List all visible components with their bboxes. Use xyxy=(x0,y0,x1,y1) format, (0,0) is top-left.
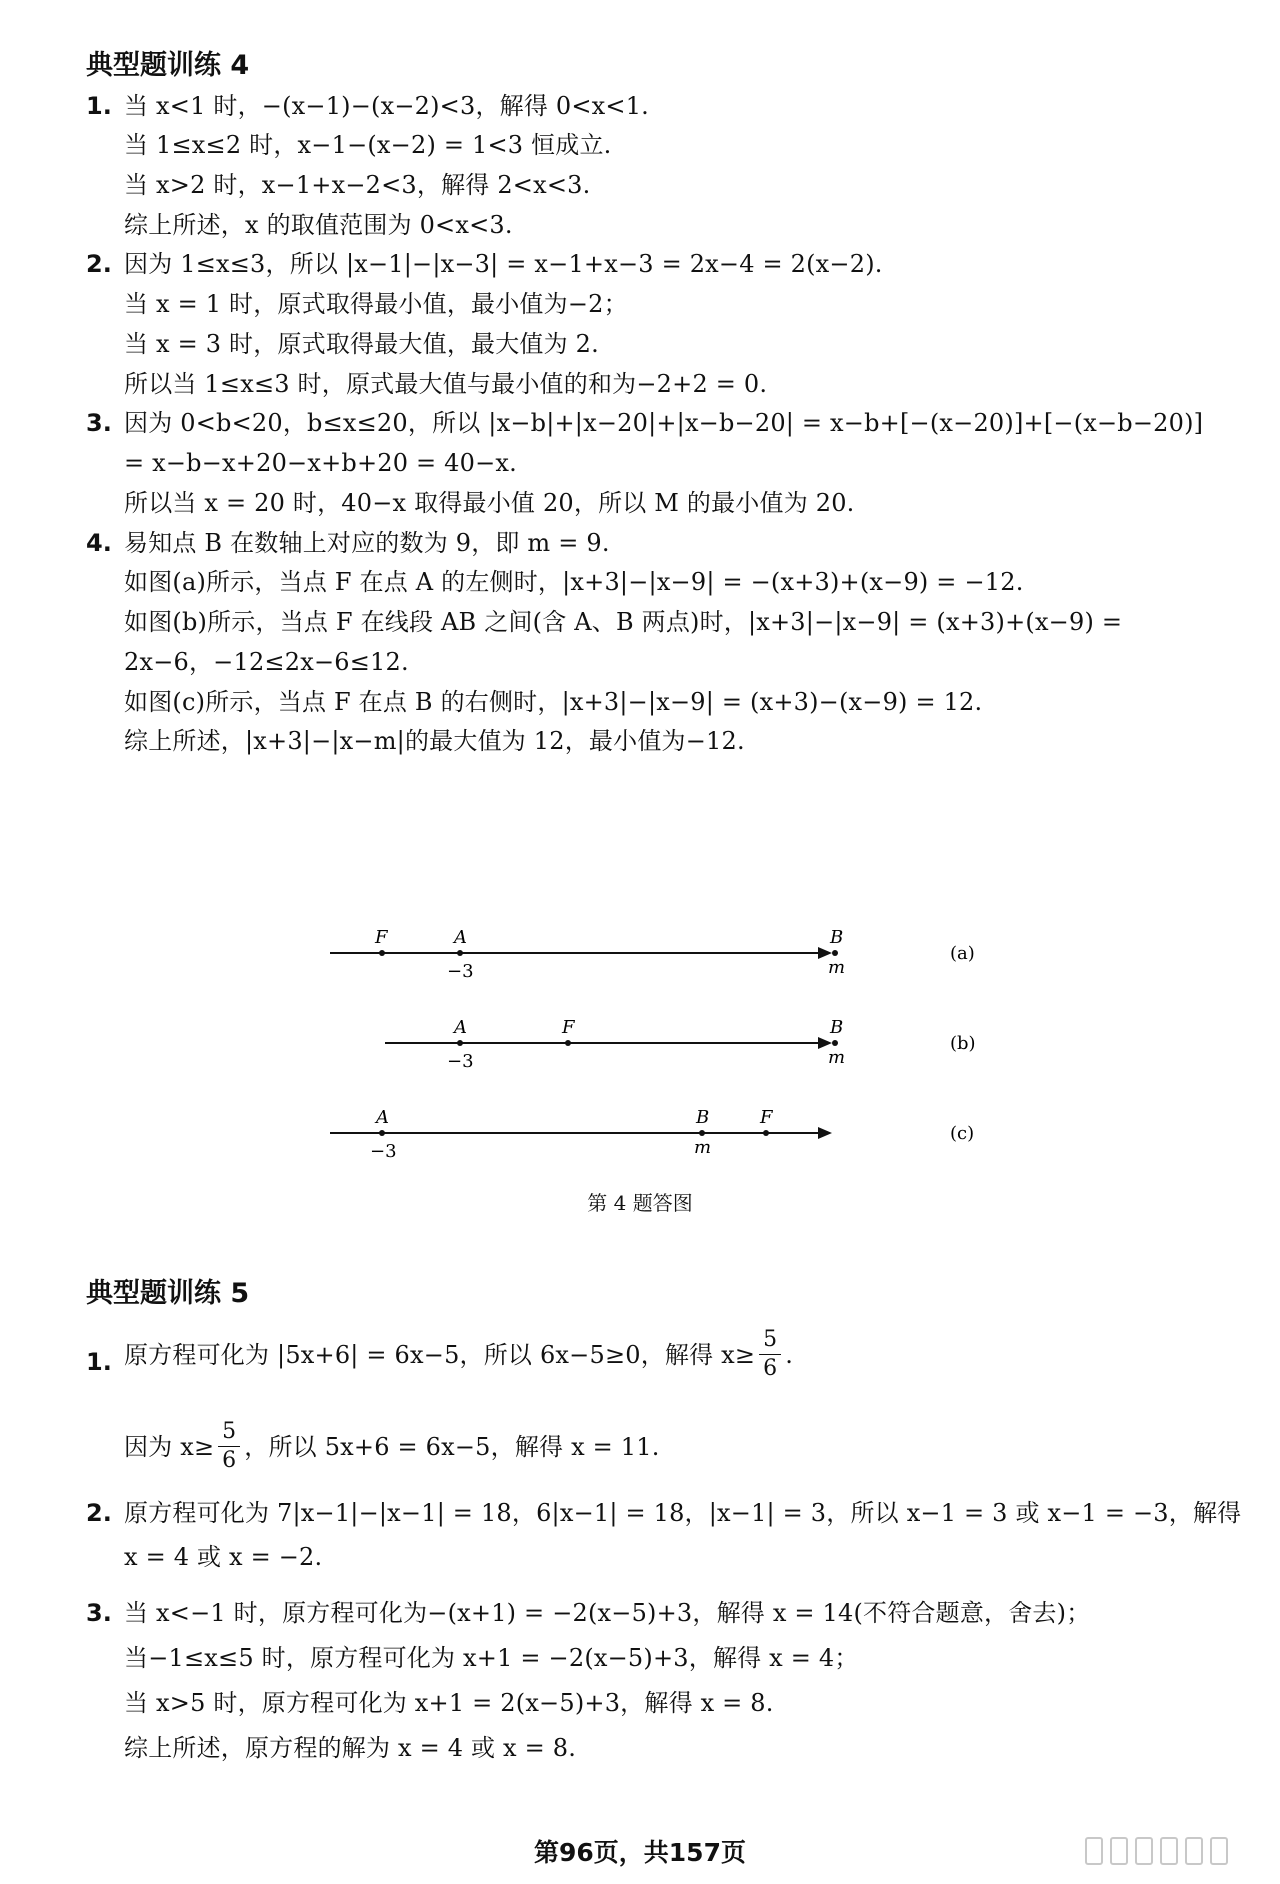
point-label: F xyxy=(760,1107,773,1128)
solution-line: 当 1≤x≤2 时，x−1−(x−2) = 1<3 恒成立. xyxy=(124,131,612,159)
solution-line: 所以当 x = 20 时，40−x 取得最小值 20，所以 M 的最小值为 20. xyxy=(124,489,855,517)
solution-line: 综上所述，|x+3|−|x−m|的最大值为 12，最小值为−12. xyxy=(124,727,745,755)
item-number: 3. xyxy=(86,1599,112,1627)
point-value: m xyxy=(694,1137,712,1158)
item-number: 1. xyxy=(86,1348,112,1376)
number-line-figure xyxy=(320,915,1000,1185)
solution-line: 当 x<1 时，−(x−1)−(x−2)<3，解得 0<x<1. xyxy=(124,92,650,120)
item-number: 4. xyxy=(86,529,112,557)
solution-line: = x−b−x+20−x+b+20 = 40−x. xyxy=(124,449,517,477)
text-segment: ，所以 5x+6 = 6x−5，解得 x = 11. xyxy=(244,1432,660,1461)
solution-line: 因为 1≤x≤3，所以 |x−1|−|x−3| = x−1+x−3 = 2x−4 = 2(x−2). xyxy=(124,250,883,278)
thumbnail-icon[interactable] xyxy=(1085,1837,1103,1865)
panel-label: (c) xyxy=(950,1123,975,1144)
number-line-b xyxy=(385,1017,976,1072)
panel-label: (a) xyxy=(950,943,975,964)
section-title-4: 典型题训练 4 xyxy=(86,50,250,81)
solution-line: 2x−6，−12≤2x−6≤12. xyxy=(124,648,409,676)
point-f xyxy=(565,1040,571,1046)
point-label: B xyxy=(830,1017,844,1038)
solution-line: 原方程可化为 7|x−1|−|x−1| = 18，6|x−1| = 18，|x−1| = 3，所以 x−1 = 3 或 x−1 = −3，解得 xyxy=(124,1499,1242,1527)
thumbnail-icon[interactable] xyxy=(1135,1837,1153,1865)
fraction xyxy=(218,1420,240,1473)
solution-line: 当 x<−1 时，原方程可化为−(x+1) = −2(x−5)+3，解得 x = 14(不符合题意，舍去)； xyxy=(124,1599,1091,1627)
page-thumbnail-strip[interactable] xyxy=(1085,1838,1235,1864)
point-label: B xyxy=(830,927,844,948)
item-number: 1. xyxy=(86,92,112,120)
solution-line-with-fraction xyxy=(124,1420,660,1473)
point-a xyxy=(457,950,463,956)
solution-line: 如图(c)所示，当点 F 在点 B 的右侧时，|x+3|−|x−9| = (x+3)−(x−9) = 12. xyxy=(124,688,983,716)
point-value: m xyxy=(828,1047,846,1068)
fraction-denominator: 6 xyxy=(222,1448,237,1473)
thumbnail-icon[interactable] xyxy=(1110,1837,1128,1865)
point-label: B xyxy=(696,1107,710,1128)
section-title-5: 典型题训练 5 xyxy=(86,1278,250,1309)
number-line-a xyxy=(330,927,975,982)
solution-line: 所以当 1≤x≤3 时，原式最大值与最小值的和为−2+2 = 0. xyxy=(124,370,768,398)
solution-line: 当 x = 3 时，原式取得最大值，最大值为 2. xyxy=(124,330,599,358)
fraction-numerator: 5 xyxy=(222,1419,237,1444)
solution-line: 如图(b)所示，当点 F 在线段 AB 之间(含 A、B 两点)时，|x+3|−|x−9| = (x+3)+(x−9) = xyxy=(124,608,1123,636)
thumbnail-icon[interactable] xyxy=(1185,1837,1203,1865)
point-f xyxy=(763,1130,769,1136)
point-b xyxy=(832,950,838,956)
thumbnail-icon[interactable] xyxy=(1160,1837,1178,1865)
point-value: −3 xyxy=(447,961,474,982)
point-label: A xyxy=(454,927,467,948)
point-b xyxy=(699,1130,705,1136)
solution-line: 当−1≤x≤5 时，原方程可化为 x+1 = −2(x−5)+3，解得 x = 4； xyxy=(124,1644,859,1672)
solution-line: 易知点 B 在数轴上对应的数为 9，即 m = 9. xyxy=(124,529,610,557)
number-line-c xyxy=(330,1107,974,1162)
solution-line: 当 x>2 时，x−1+x−2<3，解得 2<x<3. xyxy=(124,171,591,199)
item-number: 2. xyxy=(86,1499,112,1527)
solution-line: 因为 0<b<20，b≤x≤20，所以 |x−b|+|x−20|+|x−b−20| = x−b+[−(x−20)]+[−(x−b−20)] xyxy=(124,409,1204,437)
point-f xyxy=(379,950,385,956)
text-segment: 原方程可化为 |5x+6| = 6x−5，所以 6x−5≥0，解得 x≥ xyxy=(124,1340,756,1369)
solution-line: 当 x>5 时，原方程可化为 x+1 = 2(x−5)+3，解得 x = 8. xyxy=(124,1689,774,1717)
point-b xyxy=(832,1040,838,1046)
fraction xyxy=(759,1328,781,1381)
point-label: A xyxy=(454,1017,467,1038)
solution-line: 综上所述，x 的取值范围为 0<x<3. xyxy=(124,211,513,239)
fraction-denominator: 6 xyxy=(763,1356,778,1381)
solution-line: 综上所述，原方程的解为 x = 4 或 x = 8. xyxy=(124,1734,577,1762)
text-segment: 因为 x≥ xyxy=(124,1432,215,1461)
point-value: −3 xyxy=(447,1051,474,1072)
solution-line: 如图(a)所示，当点 F 在点 A 的左侧时，|x+3|−|x−9| = −(x+3)+(x−9) = −12. xyxy=(124,568,1024,596)
solution-line-with-fraction xyxy=(124,1328,793,1381)
fraction-numerator: 5 xyxy=(763,1327,778,1352)
solution-line: x = 4 或 x = −2. xyxy=(124,1543,323,1571)
point-value: −3 xyxy=(370,1141,397,1162)
item-number: 3. xyxy=(86,409,112,437)
figure-caption: 第 4 题答图 xyxy=(587,1191,693,1215)
panel-label: (b) xyxy=(950,1033,976,1054)
item-number: 2. xyxy=(86,250,112,278)
point-a xyxy=(457,1040,463,1046)
solution-line: 当 x = 1 时，原式取得最小值，最小值为−2； xyxy=(124,290,628,318)
text-segment: . xyxy=(785,1340,794,1369)
point-value: m xyxy=(828,957,846,978)
point-label: A xyxy=(376,1107,389,1128)
point-label: F xyxy=(562,1017,575,1038)
thumbnail-icon[interactable] xyxy=(1210,1837,1228,1865)
point-label: F xyxy=(375,927,388,948)
page-indicator: 第96页，共157页 xyxy=(534,1838,746,1867)
point-a xyxy=(379,1130,385,1136)
